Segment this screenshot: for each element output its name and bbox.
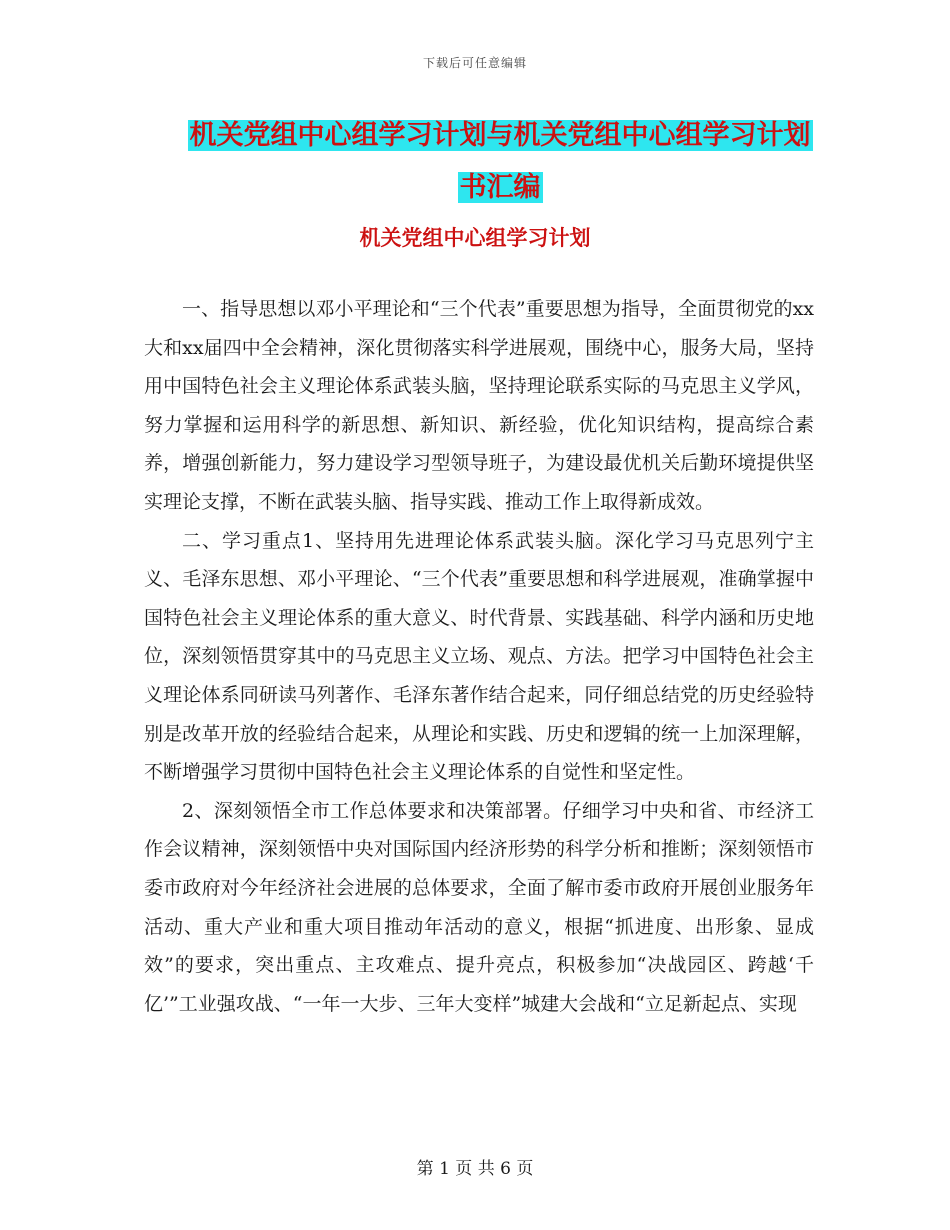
- document-title: [150, 110, 850, 214]
- paragraph: 2、深刻领悟全市工作总体要求和决策部署。仔细学习中央和省、市经济工作会议精神，深刻领悟中央对国际国内经济形势的科学分析和推断；深刻领悟市委市政府对今年经济社会进展的总体要求，全面了解市委市政府开展创业服务年活动、重大产业和重大项目推动年活动的意义，根据“抓进度、出形象、显成效”的要求，突出重点、主攻难点、提升亮点，积极参加“决战园区、跨越‘千亿’”工业强攻战、“一年一大步、三年大变样”城建大会战和“立足新起点、实现: [144, 799, 814, 1015]
- paragraph: 二、学习重点1、坚持用先进理论体系武装头脑。深化学习马克思列宁主义、毛泽东思想、邓小平理论、“三个代表”重要思想和科学进展观，准确掌握中国特色社会主义理论体系的重大意义、时代背景、实践基础、科学内涵和历史地位，深刻领悟贯穿其中的马克思主义立场、观点、方法。把学习中国特色社会主义理论体系同研读马列著作、毛泽东著作结合起来，同仔细总结党的历史经验特别是改革开放的经验结合起来，从理论和实践、历史和逻辑的统一上加深理解，不断增强学习贯彻中国特色社会主义理论体系的自觉性和坚定性。: [144, 529, 814, 784]
- title-line-2: 书汇编: [459, 172, 541, 203]
- section-title: 机关党组中心组学习计划: [359, 226, 591, 250]
- header-note: 下载后可任意编辑: [422, 56, 527, 70]
- title-line-1: 机关党组中心组学习计划与机关党组中心组学习计划: [189, 120, 811, 151]
- page-footer: 第 1 页 共 6 页: [416, 1159, 534, 1179]
- paragraph: 一、指导思想以邓小平理论和“三个代表”重要思想为指导，全面贯彻党的xx大和xx届四中全会精神，深化贯彻落实科学进展观，围绕中心，服务大局，坚持用中国特色社会主义理论体系武装头脑，坚持理论联系实际的马克思主义学风，努力掌握和运用科学的新思想、新知识、新经验，优化知识结构，提高综合素养，增强创新能力，努力建设学习型领导班子，为建设最优机关后勤环境提供坚实理论支撑，不断在武装头脑、指导实践、推动工作上取得新成效。: [144, 298, 814, 513]
- document-body: [144, 290, 814, 1023]
